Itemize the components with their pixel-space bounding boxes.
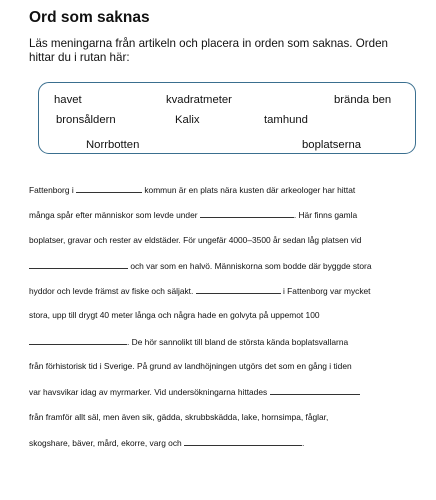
page-title: Ord som saknas: [29, 9, 150, 26]
text-line: var havsvikar idag av myrmarker. Vid undersökningarna hittades: [29, 385, 429, 410]
text-line: Fattenborg i kommun är en plats nära kusten där arkeologer har hittat: [29, 185, 356, 195]
text-line: från förhistorisk tid i Sverige. På grund av landhöjningen utgörs det som en gång i tiden: [29, 361, 352, 372]
blank-field[interactable]: [76, 183, 142, 193]
instruction-text: Läs meningarna från artikeln och placera in orden som saknas. Orden hittar du i rutan här:: [29, 37, 388, 64]
blank-field[interactable]: [184, 436, 302, 446]
blank-field[interactable]: [270, 385, 360, 395]
blank-field[interactable]: [29, 335, 127, 345]
text-line: många spår efter människor som levde under . Här finns gamla: [29, 210, 358, 221]
word-bank-item: Norrbotten: [86, 139, 140, 151]
word-bank-item: tamhund: [264, 114, 308, 126]
text-line: boplatser, gravar och rester av eldstäder. För ungefär 4000–3500 år sedan låg platsen vid: [29, 234, 362, 245]
word-bank-box: [38, 82, 416, 154]
blank-field[interactable]: [196, 284, 281, 294]
text-line: och var som en halvö. Människorna som bodde där byggde stora: [29, 259, 429, 284]
word-bank-item: Kalix: [175, 114, 200, 126]
text-line: stora, upp till drygt 40 meter långa och några hade en golvyta på uppemot 100: [29, 310, 320, 321]
text-line: hyddor och levde främst av fiske och säljakt. i Fattenborg var mycket: [29, 286, 371, 297]
cloze-paragraph: [29, 183, 429, 461]
word-bank-item: boplatserna: [302, 139, 362, 151]
word-bank-item: havet: [54, 94, 82, 106]
word-bank-item: kvadratmeter: [166, 94, 232, 106]
word-bank-item: bronsåldern: [56, 114, 116, 126]
text-line: . De hör sannolikt till bland de största kända boplatsvallarna: [29, 335, 429, 360]
text-line: från framför allt säl, men även sik, gädda, skrubbskädda, lake, hornsimpa, fåglar,: [29, 411, 329, 422]
blank-field[interactable]: [29, 259, 128, 269]
blank-field[interactable]: [200, 208, 294, 218]
text-line: skogshare, bäver, mård, ekorre, varg och .: [29, 437, 305, 448]
word-bank-item: brända ben: [334, 94, 392, 106]
